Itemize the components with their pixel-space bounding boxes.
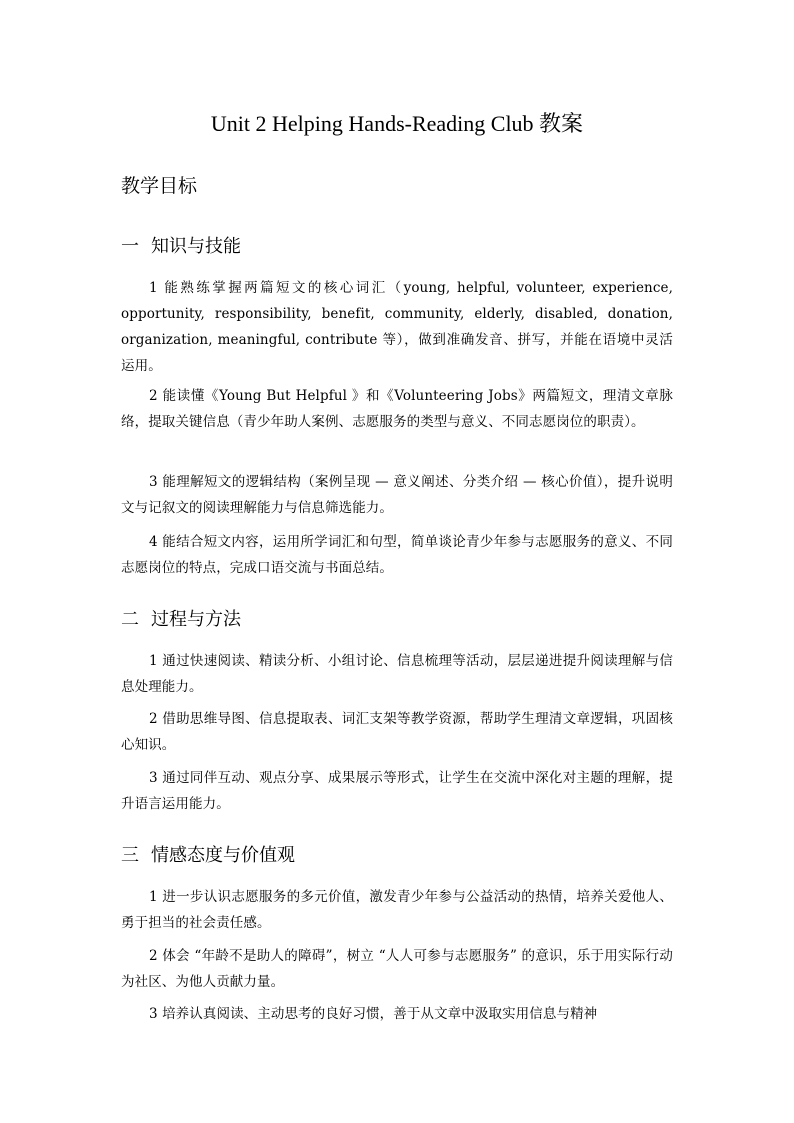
paragraph: 2 能读懂《Young But Helpful 》和《Volunteering Jobs》两篇短文，理清文章脉络，提取关键信息（青少年助人案例、志愿服务的类型与意义、不同志愿岗位的职责）。 [121,388,673,430]
paragraph: 1 能熟练掌握两篇短文的核心词汇（young, helpful, volunteer, experience, opportunity, responsibility, benefit, community, elderly, disabled, donation, organization, meaningful, contribute 等），做到准确发音、拼写，并能在语境中灵活运用。 [121,280,673,374]
paragraph: 1 通过快速阅读、精读分析、小组讨论、信息梳理等活动，层层递进提升阅读理解与信息处理能力。 [121,653,673,695]
section-number: 三 [121,845,139,866]
paragraph: 1 进一步认识志愿服务的多元价值，激发青少年参与公益活动的热情，培养关爱他人、勇于担当的社会责任感。 [121,889,673,931]
section-title: 知识与技能 [151,236,241,257]
section-title: 情感态度与价值观 [151,845,295,866]
paragraph: 4 能结合短文内容，运用所学词汇和句型，简单谈论青少年参与志愿服务的意义、不同志愿岗位的特点，完成口语交流与书面总结。 [121,534,673,576]
section-heading-knowledge-skills [121,233,241,261]
paragraph: 3 通过同伴互动、观点分享、成果展示等形式，让学生在交流中深化对主题的理解，提升语言运用能力。 [121,770,673,812]
paragraph: 2 体会 “年龄不是助人的障碍”，树立 “人人可参与志愿服务” 的意识，乐于用实际行动为社区、为他人贡献力量。 [121,948,673,990]
paragraph: 2 借助思维导图、信息提取表、词汇支架等教学资源，帮助学生理清文章逻辑，巩固核心知识。 [121,711,673,753]
main-heading: 教学目标 [121,175,198,197]
paragraph: 3 培养认真阅读、主动思考的良好习惯，善于从文章中汲取实用信息与精神 [149,1006,598,1022]
document-title: Unit 2 Helping Hands-Reading Club 教案 [210,111,584,136]
section-title: 过程与方法 [151,609,241,630]
section-heading-process-methods [121,606,241,634]
section-number: 二 [121,609,139,630]
section-heading-emotion-values [121,842,295,870]
paragraph: 3 能理解短文的逻辑结构（案例呈现 — 意义阐述、分类介绍 — 核心价值），提升说明文与记叙文的阅读理解能力与信息筛选能力。 [121,474,673,516]
section-number: 一 [121,236,139,257]
